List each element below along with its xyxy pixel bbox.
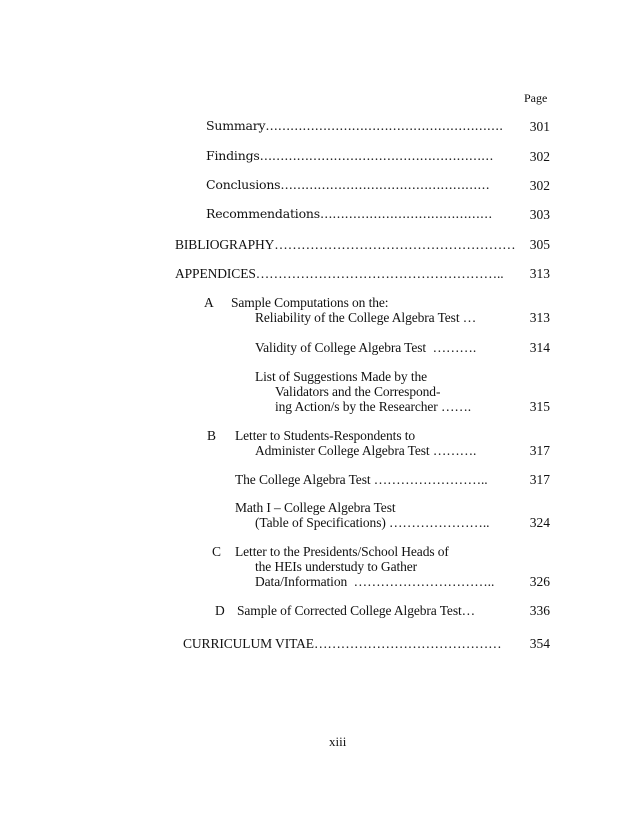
appendix-b-specs-line2: (Table of Specifications) ………………….. bbox=[255, 515, 490, 530]
toc-entry-summary: Summary…………………………………………………. bbox=[206, 118, 503, 133]
toc-entry-recommendations: Recommendations…………………………………… bbox=[206, 206, 493, 221]
appendix-a-suggestions-line3: ing Action/s by the Researcher ……. bbox=[275, 399, 472, 414]
appendix-c-title-line3: Data/Information ………………………….. bbox=[255, 574, 495, 589]
toc-page-conclusions: 302 bbox=[529, 178, 550, 193]
toc-entry-appendices: APPENDICES……………………………………………….. bbox=[175, 266, 504, 281]
appendix-b-title-line2: Administer College Algebra Test ………. bbox=[255, 443, 477, 458]
page-column-header: Page bbox=[524, 91, 548, 105]
appendix-b-title-line1: Letter to Students-Respondents to bbox=[235, 428, 416, 443]
appendix-a-title-line2: Reliability of the College Algebra Test … bbox=[255, 310, 477, 325]
toc-entry-findings: Findings………………………………………………… bbox=[206, 148, 494, 163]
appendix-c-letter: C bbox=[212, 544, 221, 559]
toc-page-bibliography: 305 bbox=[529, 237, 550, 252]
toc-entry-bibliography: BIBLIOGRAPHY……………………………………………… bbox=[175, 237, 516, 252]
appendix-b-specs-page: 324 bbox=[529, 515, 550, 530]
appendix-a-letter: A bbox=[204, 295, 214, 310]
toc-page-summary: 301 bbox=[529, 119, 550, 134]
appendix-a-suggestions-line1: List of Suggestions Made by the bbox=[255, 369, 428, 384]
toc-page-findings: 302 bbox=[529, 149, 550, 164]
toc-entry-curriculum-vitae: CURRICULUM VITAE…………………………………… bbox=[183, 636, 502, 651]
appendix-b-letter: B bbox=[207, 428, 216, 443]
appendix-a-validity-entry: Validity of College Algebra Test ………. bbox=[255, 340, 477, 355]
appendix-a-title-line1: Sample Computations on the: bbox=[231, 295, 389, 310]
appendix-c-title-line2: the HEIs understudy to Gather bbox=[255, 559, 418, 574]
footer-page-number: xiii bbox=[329, 734, 347, 749]
appendix-b-test-page: 317 bbox=[529, 472, 550, 487]
appendix-c-page: 326 bbox=[529, 574, 550, 589]
appendix-b-specs-line1: Math I – College Algebra Test bbox=[235, 500, 396, 515]
toc-page-recommendations: 303 bbox=[529, 207, 550, 222]
appendix-d-letter: D bbox=[215, 603, 225, 618]
appendix-a-page: 313 bbox=[529, 310, 550, 325]
toc-page-curriculum-vitae: 354 bbox=[529, 636, 550, 651]
appendix-d-page: 336 bbox=[529, 603, 550, 618]
appendix-b-test-entry: The College Algebra Test …………………….. bbox=[235, 472, 488, 487]
appendix-a-suggestions-page: 315 bbox=[529, 399, 550, 414]
appendix-a-suggestions-line2: Validators and the Correspond- bbox=[275, 384, 441, 399]
appendix-d-entry: Sample of Corrected College Algebra Test… bbox=[237, 603, 476, 618]
appendix-c-title-line1: Letter to the Presidents/School Heads of bbox=[235, 544, 449, 559]
appendix-b-page: 317 bbox=[529, 443, 550, 458]
toc-page-appendices: 313 bbox=[529, 266, 550, 281]
toc-entry-conclusions: Conclusions…………………………………………… bbox=[206, 177, 490, 192]
appendix-a-validity-page: 314 bbox=[529, 340, 550, 355]
